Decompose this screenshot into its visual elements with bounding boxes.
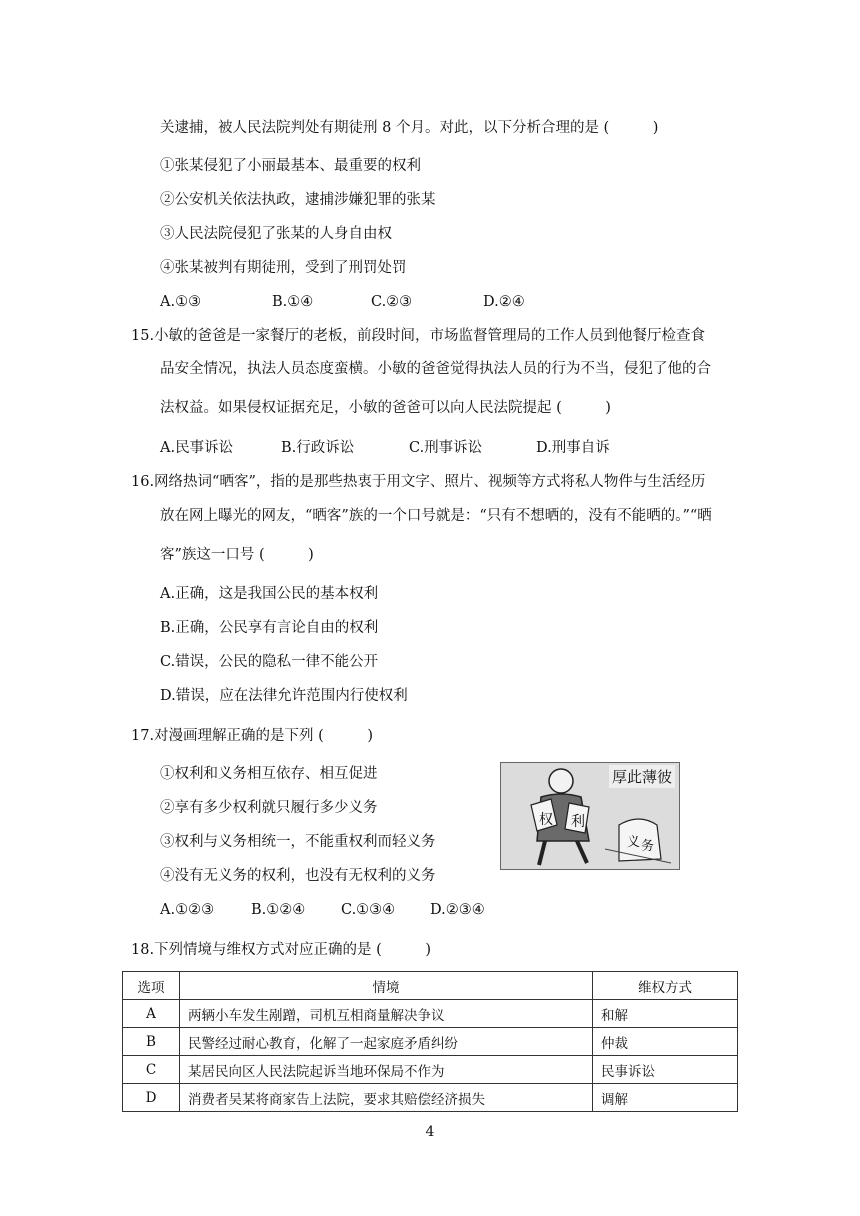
q15-stem-line-3: 法权益。如果侵权证据充足，小敏的爸爸可以向人民法院提起 ( ) bbox=[160, 400, 611, 416]
q14-statement-2: ②公安机关依法执政，逮捕涉嫌犯罪的张某 bbox=[160, 192, 436, 208]
q15-stem-line-2: 品安全情况，执法人员态度蛮横。小敏的爸爸觉得执法人员的行为不当，侵犯了他的合 bbox=[160, 361, 711, 377]
table-header-method: 维权方式 bbox=[593, 972, 738, 1000]
table-header-row bbox=[123, 972, 738, 1000]
q16-stem-line-2: 放在网上曝光的网友，“晒客”族的一个口号就是：“只有不想晒的，没有不能晒的。”“晒 bbox=[160, 508, 712, 524]
cartoon-image bbox=[500, 762, 680, 870]
q17-option-c: C.①③④ bbox=[341, 902, 396, 918]
table-cell-scenario: 两辆小车发生剐蹭，司机互相商量解决争议 bbox=[180, 1000, 593, 1028]
q15-stem-line-1: 15.小敏的爸爸是一家餐厅的老板，前段时间，市场监督管理局的工作人员到他餐厅检查食 bbox=[131, 328, 706, 344]
table-cell-option: D bbox=[123, 1084, 180, 1112]
q17-option-b: B.①②④ bbox=[251, 902, 306, 918]
q16-stem-line-1: 16.网络热词“晒客”，指的是那些热衷于用文字、照片、视频等方式将私人物件与生活经历 bbox=[131, 474, 706, 490]
q17-statement-3: ③权利与义务相统一，不能重权利而轻义务 bbox=[160, 834, 436, 850]
cartoon-label-wu: 务 bbox=[641, 839, 655, 854]
q17-option-d: D.②③④ bbox=[430, 902, 485, 918]
q17-statement-4: ④没有无义务的权利，也没有无权利的义务 bbox=[160, 868, 436, 884]
q14-statement-4: ④张某被判有期徒刑，受到了刑罚处罚 bbox=[160, 260, 407, 276]
table-cell-method: 调解 bbox=[593, 1084, 738, 1112]
q15-option-d: D.刑事自诉 bbox=[536, 440, 610, 456]
table-header-option: 选项 bbox=[123, 972, 180, 1000]
cartoon-label-li: 利 bbox=[571, 814, 585, 830]
table-cell-method: 仲裁 bbox=[593, 1028, 738, 1056]
q18-stem: 18.下列情境与维权方式对应正确的是 ( ) bbox=[131, 942, 431, 958]
q16-stem-line-3: 客”族这一口号 ( ) bbox=[160, 547, 314, 563]
table-cell-scenario: 某居民向区人民法院起诉当地环保局不作为 bbox=[180, 1056, 593, 1084]
q14-option-c: C.②③ bbox=[371, 294, 413, 310]
table-cell-option: C bbox=[123, 1056, 180, 1084]
q16-option-b: B.正确，公民享有言论自由的权利 bbox=[160, 620, 379, 636]
q14-statement-1: ①张某侵犯了小丽最基本、最重要的权利 bbox=[160, 158, 421, 174]
q15-option-c: C.刑事诉讼 bbox=[409, 440, 483, 456]
table-cell-option: B bbox=[123, 1028, 180, 1056]
line-q14-stem: 关逮捕，被人民法院判处有期徒刑 8 个月。对此，以下分析合理的是 ( ) bbox=[160, 120, 659, 136]
q15-option-b: B.行政诉讼 bbox=[281, 440, 355, 456]
q17-statement-1: ①权利和义务相互依存、相互促进 bbox=[160, 766, 378, 782]
table-header-scenario: 情境 bbox=[180, 972, 593, 1000]
rights-table bbox=[122, 971, 738, 1112]
table-row bbox=[123, 1028, 738, 1056]
q17-option-a: A.①②③ bbox=[160, 902, 215, 918]
q14-option-d: D.②④ bbox=[483, 294, 525, 310]
cartoon-title: 厚此薄彼 bbox=[609, 765, 675, 788]
page-number: 4 bbox=[425, 1124, 435, 1140]
q14-option-b: B.①④ bbox=[272, 294, 314, 310]
q17-statement-2: ②享有多少权利就只履行多少义务 bbox=[160, 800, 378, 816]
table-cell-method: 民事诉讼 bbox=[593, 1056, 738, 1084]
table-row bbox=[123, 1084, 738, 1112]
table-cell-option: A bbox=[123, 1000, 180, 1028]
table-cell-scenario: 民警经过耐心教育，化解了一起家庭矛盾纠纷 bbox=[180, 1028, 593, 1056]
q16-option-d: D.错误，应在法律允许范围内行使权利 bbox=[160, 688, 408, 704]
q16-option-a: A.正确，这是我国公民的基本权利 bbox=[160, 586, 379, 602]
q14-option-a: A.①③ bbox=[160, 294, 202, 310]
cartoon-label-yi: 义 bbox=[627, 835, 641, 850]
cartoon-label-quan: 权 bbox=[539, 812, 553, 828]
q14-statement-3: ③人民法院侵犯了张某的人身自由权 bbox=[160, 226, 392, 242]
q15-option-a: A.民事诉讼 bbox=[160, 440, 234, 456]
table-cell-scenario: 消费者吴某将商家告上法院，要求其赔偿经济损失 bbox=[180, 1084, 593, 1112]
table-row bbox=[123, 1056, 738, 1084]
q17-stem: 17.对漫画理解正确的是下列 ( ) bbox=[131, 728, 373, 744]
table-row bbox=[123, 1000, 738, 1028]
table-cell-method: 和解 bbox=[593, 1000, 738, 1028]
q16-option-c: C.错误，公民的隐私一律不能公开 bbox=[160, 654, 379, 670]
